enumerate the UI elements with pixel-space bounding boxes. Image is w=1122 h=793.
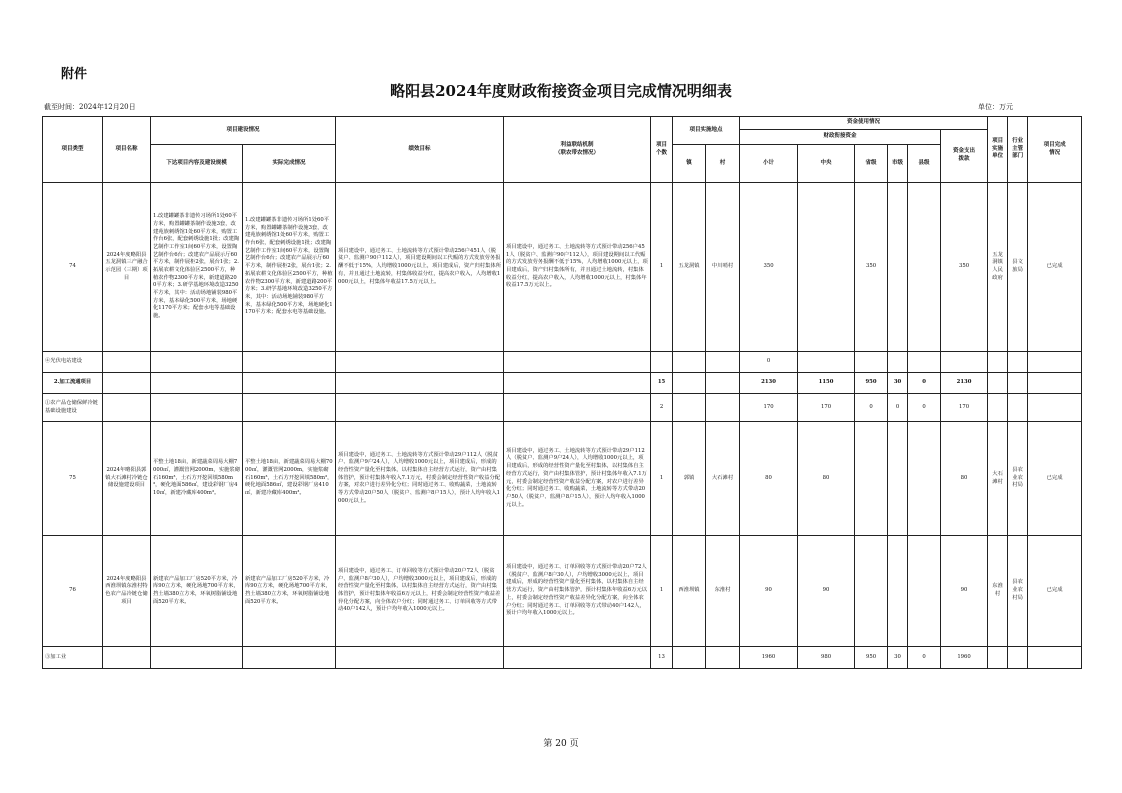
cell-impl-unit: 东淮村 xyxy=(988,536,1008,647)
cell-status: 已完成 xyxy=(1028,536,1082,647)
header-benefit-mechanism: 利益联结机制 （联农带农情况） xyxy=(504,117,651,183)
table-row xyxy=(43,647,1082,669)
cell-expenditure: 170 xyxy=(941,394,988,422)
cell-issued: 新建农产品加工厂房520平方米，冷库90立方米，硬化场地700平方米，挡土墙380立方米，环氧树脂铺设地面520平方米。 xyxy=(151,536,243,647)
cell-expenditure: 350 xyxy=(941,183,988,352)
cell-province: 950 xyxy=(855,373,888,394)
cell-actual: 平整土地18亩，新建蔬菜周易大棚7000㎡，灌溉管网2000m，实施浆砌石160m³，土石方开挖回填580m³，硬化地面586㎡，建设彩钢厂房410㎡，新建冷藏库400m³。 xyxy=(243,422,336,536)
cell-name: 2024年略阳县郭镇大石滩村冷链仓储设施建设项目 xyxy=(103,422,151,536)
cell-central: 980 xyxy=(798,647,855,669)
cutoff-date: 截至时间：2024年12月20日 xyxy=(44,103,136,111)
cell-actual: 1.改建罐罐茶非遗传习场所1处60平方米，购置罐罐茶制作设施3套，改建苑族刺绣馆1处60平方米，购置工作台6张，配套刺绣设施1批；改建陶艺制作工作室1间60平方米，设置陶艺制作台6台；改建农产品展示厅60平方米，制作展柜2张，展台1张；2.拓展农耕文化体验区2500平方，种植农作物2300平方米，新建道路200平方米；3.研学基地环境改造3250平方米，其中：活动场地铺装980平方米，基本绿化500平方米，场地硬化1170平方米；配套水电等基础设施。 xyxy=(243,183,336,352)
header-town: 镇 xyxy=(673,145,706,183)
project-table xyxy=(42,116,1082,669)
cell-county xyxy=(908,183,941,352)
header-location: 项目实施地点 xyxy=(673,117,740,145)
cell-subtotal: 0 xyxy=(740,352,798,373)
cell-benefit: 项目建设中，通过务工、订单回收等方式预计带动20户72人（脱贫户、监测户8户30人），户均增收3000元以上，项目建成后，形成的经营性资产量化至村集体，以村集体自主经营方式运行，资产由村集体管护，预计村集体年收益6万元以上，村委会制定经营性资产收益差异化分配方案，向全体农户分红；同时通过务工、订单回收等方式带动40户142人，预计户均年收入1000元以上。 xyxy=(504,536,651,647)
cell-type: 74 xyxy=(43,183,103,352)
cell-subtotal: 80 xyxy=(740,422,798,536)
cell-type: ①农产品仓储保鲜冷链基础设施建设 xyxy=(43,394,103,422)
cell-count: 2 xyxy=(651,394,673,422)
cell-expenditure: 80 xyxy=(941,422,988,536)
cell-village: 东淮村 xyxy=(706,536,740,647)
cell-type: 75 xyxy=(43,422,103,536)
cell-province xyxy=(855,536,888,647)
cell-county: 0 xyxy=(908,373,941,394)
cell-type: ③加工业 xyxy=(43,647,103,669)
table-row xyxy=(43,183,1082,352)
header-performance: 绩效目标 xyxy=(336,117,504,183)
cell-subtotal: 1960 xyxy=(740,647,798,669)
cell-dept: 县文旅局 xyxy=(1008,183,1028,352)
cell-benefit: 项目建设中，通过务工、土地流转等方式预计带动29户112人（脱贫户、监测户9户24人），人均增收1000元以上，项目建成后，形成的经营性资产量化至村集体，以村集体自主经营方式运行，资产由村集体管护，预计村集体年收入7.1万元，村委会制定经营性资产收益分配方案，对农户进行差异化分红；同时通过务工、收购蔬菜，土地流转等方式带动20户50人（脱贫户、监测户8户15人），预计人均年收入1000元以上。 xyxy=(504,422,651,536)
header-village: 村 xyxy=(706,145,740,183)
cell-subtotal: 90 xyxy=(740,536,798,647)
cell-village: 中川哨村 xyxy=(706,183,740,352)
cell-name: 2024年度略阳县五龙洞镇三产融合示范园（三期）项目 xyxy=(103,183,151,352)
cell-issued: 平整土地18亩，新建蔬菜周易大棚7000㎡，灌溉管网2000m，实施浆砌石160m³，土石方开挖回填580m³，硬化地面586㎡，建设彩钢厂房410㎡，新建冷藏库400m³。 xyxy=(151,422,243,536)
cell-county: 0 xyxy=(908,647,941,669)
cell-city: 30 xyxy=(888,647,908,669)
cell-town: 五龙洞镇 xyxy=(673,183,706,352)
cell-city xyxy=(888,183,908,352)
header-impl-unit: 项目 实施 单位 xyxy=(988,117,1008,183)
cell-status: 已完成 xyxy=(1028,422,1082,536)
header-county: 县级 xyxy=(908,145,941,183)
cell-count: 1 xyxy=(651,422,673,536)
cell-subtotal: 350 xyxy=(740,183,798,352)
cell-expenditure: 2130 xyxy=(941,373,988,394)
cell-city xyxy=(888,536,908,647)
header-expenditure: 资金支出 拨款 xyxy=(941,130,988,183)
cell-issued: 1.改建罐罐茶非遗传习场所1处60平方米，购置罐罐茶制作设施3套，改建苑族刺绣馆1处60平方米，购置工作台6张，配套刺绣设施1批；改建陶艺制作工作室1间60平方米，设置陶艺制作台6台；改建农产品展示厅60平方米，制作展柜2张，展台1张；2.拓展农耕文化体验区2500平方，种植农作物2300平方米，新建道路200平方米；3.研学基地环境改造3250平方米，其中：活动场地铺装980平方米，基本绿化500平方米，场地硬化1170平方米；配套水电等基础设施。 xyxy=(151,183,243,352)
cell-county xyxy=(908,422,941,536)
header-actual-completion: 实际完成情况 xyxy=(243,145,336,183)
cell-dept: 县农业农村局 xyxy=(1008,536,1028,647)
cell-count: 1 xyxy=(651,536,673,647)
page-title: 略阳县2024年度财政衔接资金项目完成情况明细表 xyxy=(390,82,732,100)
header-construction: 项目建设情况 xyxy=(151,117,336,145)
table-row xyxy=(43,394,1082,422)
cell-subtotal: 170 xyxy=(740,394,798,422)
cell-county: 0 xyxy=(908,394,941,422)
cell-status: 已完成 xyxy=(1028,183,1082,352)
cell-central: 170 xyxy=(798,394,855,422)
cell-subtotal: 2130 xyxy=(740,373,798,394)
header-fund-usage: 资金使用情况 xyxy=(740,117,988,130)
header-completion: 项目完成 情况 xyxy=(1028,117,1082,183)
cell-type: ④光伏电站建设 xyxy=(43,352,103,373)
cell-province: 0 xyxy=(855,394,888,422)
header-project-count: 项目 个数 xyxy=(651,117,673,183)
cell-count: 15 xyxy=(651,373,673,394)
cell-town: 郭镇 xyxy=(673,422,706,536)
header-project-type: 项目类型 xyxy=(43,117,103,183)
cell-expenditure: 90 xyxy=(941,536,988,647)
cell-central: 1150 xyxy=(798,373,855,394)
table-row xyxy=(43,536,1082,647)
header-province: 省级 xyxy=(855,145,888,183)
cell-central xyxy=(798,183,855,352)
header-project-name: 项目名称 xyxy=(103,117,151,183)
cell-village: 大石滩村 xyxy=(706,422,740,536)
cell-city xyxy=(888,422,908,536)
cell-count: 13 xyxy=(651,647,673,669)
cell-central: 90 xyxy=(798,536,855,647)
header-dept: 行业 主管 部门 xyxy=(1008,117,1028,183)
cell-county xyxy=(908,536,941,647)
table-row xyxy=(43,373,1082,394)
cell-city: 30 xyxy=(888,373,908,394)
cell-city: 0 xyxy=(888,394,908,422)
cell-actual: 新建农产品加工厂房520平方米，冷库90立方米，硬化场地700平方米，挡土墙380立方米，环氧树脂铺设地面520平方米。 xyxy=(243,536,336,647)
cell-type: 76 xyxy=(43,536,103,647)
cell-type: 2.加工流通项目 xyxy=(43,373,103,394)
cell-performance: 项目建设中，通过务工、土地流转等方式预计带动29户112人（脱贫户、监测户9户24人），人均增收1000元以上，项目建成后，形成的经营性资产量化至村集体，以村集体自主经营方式运行，资产由村集体管护，预计村集体年收入7.1万元，村委会制定经营性资产收益分配方案，对农户进行差异化分红；同时通过务工、收购蔬菜，土地流转等方式带动20户50人（脱贫户、监测户8户15人），预计人均年收入1000元以上。 xyxy=(336,422,504,536)
cell-province xyxy=(855,422,888,536)
cell-performance: 项目建设中，通过务工、订单回收等方式预计带动20户72人（脱贫户、监测户8户30人），户均增收3000元以上，项目建成后，形成的经营性资产量化至村集体，以村集体自主经营方式运行，资产由村集体管护，预计村集体年收益6万元以上，村委会制定经营性资产收益差异化分配方案，向全体农户分红；同时通过务工、订单回收等方式带动40户142人，预计户均年收入1000元以上。 xyxy=(336,536,504,647)
header-city: 市级 xyxy=(888,145,908,183)
cell-expenditure: 1960 xyxy=(941,647,988,669)
cell-province: 950 xyxy=(855,647,888,669)
header-fiscal-funds: 财政衔接资金 xyxy=(740,130,941,145)
attachment-label: 附件 xyxy=(61,67,88,82)
cell-count: 1 xyxy=(651,183,673,352)
cell-benefit: 项目建设中，通过务工、土地流转等方式预计带动256户451人（脱贫户、监测户90户112人），项目建设期间以工代赈的方式发放劳务报酬不低于15%，人均增收1000元以上，项目建成后，资产归村集体所有，并且通过土地流转，村集体收益分红，提高农户收入，人均增收1000元以上，村集体年收益17.5万元以上。 xyxy=(504,183,651,352)
cell-name: 2024年度略阳县西淮坝镇东淮村特色农产品冷链仓储项目 xyxy=(103,536,151,647)
table-row xyxy=(43,422,1082,536)
cell-province: 350 xyxy=(855,183,888,352)
header-central: 中央 xyxy=(798,145,855,183)
cell-impl-unit: 五龙洞镇人民政府 xyxy=(988,183,1008,352)
unit-label: 单位：万元 xyxy=(978,103,1013,111)
cell-impl-unit: 大石滩村 xyxy=(988,422,1008,536)
table-row xyxy=(43,352,1082,373)
cell-town: 西淮坝镇 xyxy=(673,536,706,647)
header-subtotal: 小计 xyxy=(740,145,798,183)
header-issued-content: 下达项目内容及建设规模 xyxy=(151,145,243,183)
cell-central: 80 xyxy=(798,422,855,536)
cell-dept: 县农业农村局 xyxy=(1008,422,1028,536)
cell-performance: 项目建设中，通过务工、土地流转等方式预计带动256户451人（脱贫户、监测户90户112人），项目建设期间以工代赈的方式发放劳务报酬不低于15%，人均增收1000元以上，项目建成后，资产归村集体所有，并且通过土地流转，村集体收益分红，提高农户收入，人均增收1000元以上，村集体年收益17.5万元以上。 xyxy=(336,183,504,352)
page-number: 第 20 页 xyxy=(543,739,579,749)
